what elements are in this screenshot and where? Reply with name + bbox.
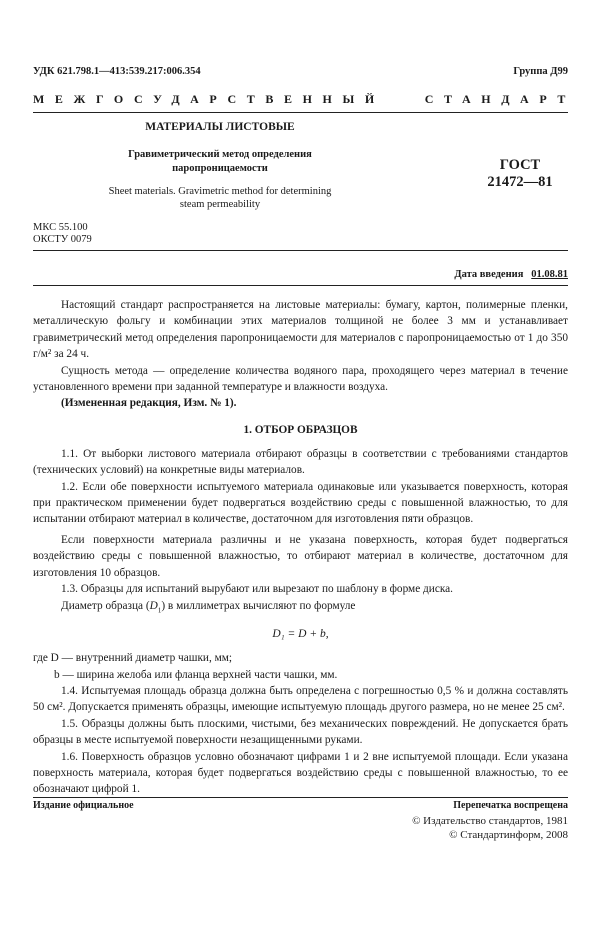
codes-rule <box>33 250 568 251</box>
english-title <box>60 185 380 211</box>
gost-number <box>470 157 570 191</box>
banner-rule <box>33 112 568 113</box>
diameter-text-pre: Диаметр образца ( <box>61 599 150 612</box>
paragraph-scope: Настоящий стандарт распространяется на листовые материалы: бумагу, картон, полимерные пленки, металлическую фольгу и комбинации этих материалов толщиной не более 3 мм и устанавливает гравиметрический метод определения паропроницаемости для материалов с паропроницаемостью от 1 до 350 г/м² за 24 ч. <box>33 299 568 361</box>
english-title-line-2: steam permeability <box>179 199 261 210</box>
group-code: Группа Д99 <box>513 66 568 77</box>
where-b: b — ширина желоба или фланца верхней части чашки, мм. <box>54 668 338 681</box>
copyright-2008: © Стандартинформ, 2008 <box>449 829 568 841</box>
where-d: где D — внутренний диаметр чашки, мм; <box>33 652 233 665</box>
main-title: МАТЕРИАЛЫ ЛИСТОВЫЕ <box>145 121 295 133</box>
footer-rule <box>33 797 568 798</box>
doc-header <box>33 66 568 77</box>
clause-1-4: 1.4. Испытуемая площадь образца должна быть определена с погрешностью 0,5 % и должна составлять 50 см². Допускается применять образцы, имеющие испытуемую площадь другого размера, но не менее 25 см². <box>33 684 568 714</box>
standard-banner <box>33 92 576 108</box>
copyright <box>412 814 568 842</box>
mks-code: МКС 55.100 <box>33 222 88 233</box>
clause-1-2-continued: Если поверхности материала различны и не указана поверхность, которая будет подвергаться воздействию среды с повышенной влажностью, то отбирают материал в количестве, достаточном для изготовления 10 образцов. <box>33 533 568 579</box>
copyright-1981: © Издательство стандартов, 1981 <box>412 815 568 827</box>
subtitle-line-2: паропроницаемости <box>172 163 268 174</box>
diameter-var: D <box>149 599 158 612</box>
banner-left: МЕЖГОСУДАРСТВЕННЫЙ <box>33 92 385 106</box>
diameter-text-post: ) в миллиметрах вычисляют по формуле <box>161 599 356 612</box>
clause-1-6: 1.6. Поверхность образцов условно обозначают цифрами 1 и 2 вне испытуемой площади. Если указана поверхность материала, которая будет подвергаться воздействию среды с повышенной влажностью, то ее обозначают цифрой 1. <box>33 750 568 796</box>
clause-1-1: 1.1. От выборки листового материала отбирают образцы в соответствии с требованиями стандартов (технических условий) на конкретные виды материалов. <box>33 447 568 477</box>
clause-1-3: 1.3. Образцы для испытаний вырубают или вырезают по шаблону в форме диска. <box>61 583 454 596</box>
intro-date-value: 01.08.81 <box>531 269 568 280</box>
subtitle-line-1: Гравиметрический метод определения <box>128 149 312 160</box>
intro-date-label: Дата введения <box>454 269 524 280</box>
clause-1-2: 1.2. Если обе поверхности испытуемого материала одинаковые или указывается поверхность, которая при практическом применении будет подвергаться воздействию среды с повышенной влажностью, то для испытании отбирают материал в количестве, достаточном для изготовления пяти образцов. <box>33 480 568 526</box>
document-body <box>33 297 568 798</box>
udk-code: УДК 621.798.1—413:539.217:006.354 <box>33 66 201 77</box>
gost-code: 21472—81 <box>487 174 553 190</box>
diameter-sub: 1 <box>157 605 162 614</box>
classification-codes <box>33 222 92 246</box>
section-heading: 1. ОТБОР ОБРАЗЦОВ <box>243 423 358 436</box>
clause-1-3-diameter <box>33 598 568 619</box>
clause-1-5: 1.5. Образцы должны быть плоскими, чистыми, без механических повреждений. Не допускается брать образцы в месте испытуемой поверхности незащищенными руками. <box>33 717 568 747</box>
subtitle <box>60 148 380 176</box>
gost-label: ГОСТ <box>499 157 541 173</box>
paragraph-amendment: (Измененная редакция, Изм. № 1). <box>61 397 237 410</box>
footer-row <box>33 800 568 811</box>
okstu-code: ОКСТУ 0079 <box>33 234 92 245</box>
paragraph-essence: Сущность метода — определение количества водяного пара, проходящего через материал в течение установленного времени при заданной температуре и влажности воздуха. <box>33 364 568 394</box>
reprint-forbidden: Перепечатка воспрещена <box>453 800 568 811</box>
official-edition: Издание официальное <box>33 800 134 811</box>
formula: D₁ = D + b, <box>272 628 329 641</box>
banner-right: СТАНДАРТ <box>424 92 576 106</box>
date-rule <box>33 285 568 286</box>
english-title-line-1: Sheet materials. Gravimetric method for determining <box>108 186 332 197</box>
intro-date <box>454 269 568 280</box>
